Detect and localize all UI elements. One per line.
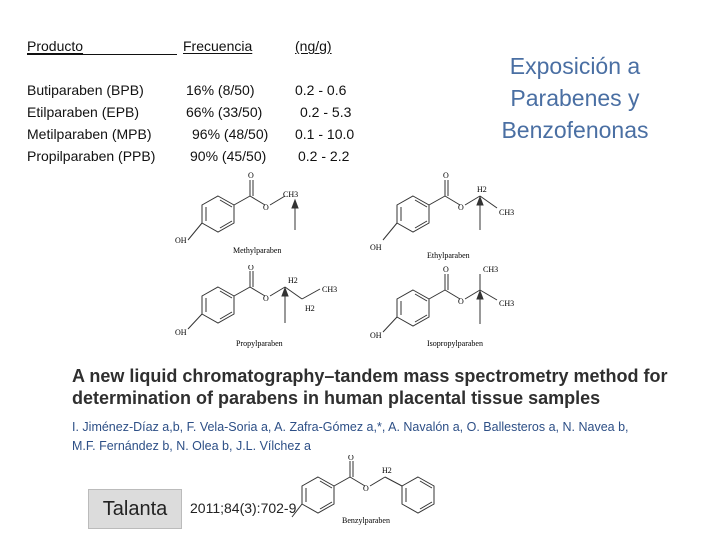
benzylparaben-structure	[270, 455, 470, 540]
methylparaben-structure	[170, 170, 340, 265]
slide-title-line: Benzofenonas	[501, 117, 649, 143]
label-h2: H2	[382, 466, 392, 475]
table-cell: 0.1 - 10.0	[295, 126, 355, 142]
table-header-range: (ng/g)	[295, 38, 332, 54]
label-ch3: CH3	[499, 299, 515, 308]
slide-title-line: Exposición a	[509, 53, 641, 79]
table-header-frecuencia: Frecuencia	[183, 38, 253, 54]
label-benzylparaben: Benzylparaben	[342, 516, 390, 525]
table-cell: 0.2 - 2.2	[298, 148, 350, 164]
label-o: O	[248, 265, 254, 272]
table-cell: Etilparaben (EPB)	[27, 104, 140, 120]
label-h2: H2	[305, 304, 315, 313]
label-propylparaben: Propylparaben	[236, 339, 283, 348]
table-cell: 96% (48/50)	[192, 126, 269, 142]
citation: 2011;84(3):702-9	[190, 500, 297, 516]
label-o: O	[443, 265, 449, 274]
label-isopropylparaben: Isopropylparaben	[427, 339, 483, 348]
label-ch3: CH3	[483, 265, 499, 274]
label-o: O	[458, 203, 464, 212]
ethylparaben-structure	[365, 170, 525, 265]
label-h2: H2	[477, 185, 487, 194]
label-ch3: CH3	[499, 208, 515, 217]
label-ch3: CH3	[283, 190, 299, 199]
slide-title	[470, 50, 680, 146]
label-o: O	[263, 294, 269, 303]
propylparaben-structure	[170, 265, 350, 355]
table-cell: Propilparaben (PPB)	[27, 148, 156, 164]
table-cell: 0.2 - 5.3	[300, 104, 352, 120]
label-oh: OH	[370, 331, 382, 340]
label-oh: OH	[175, 236, 187, 245]
header-underline	[27, 54, 177, 55]
table-cell: Metilparaben (MPB)	[27, 126, 152, 142]
label-methylparaben: Methylparaben	[233, 246, 282, 255]
table-cell: 66% (33/50)	[186, 104, 263, 120]
label-o: O	[363, 484, 369, 493]
label-ch3: CH3	[322, 285, 338, 294]
paper-authors	[72, 418, 692, 456]
label-ethylparaben: Ethylparaben	[427, 251, 470, 260]
table-header-producto: Producto	[27, 38, 84, 54]
slide-title-line: Parabenes y	[510, 85, 640, 111]
paper-title	[72, 365, 672, 409]
label-o: O	[458, 297, 464, 306]
table-cell: 0.2 - 0.6	[295, 82, 347, 98]
journal-logo	[88, 489, 182, 529]
paper-title-line: A new liquid chromatography–tandem mass spectrometry method for	[72, 366, 668, 386]
label-o: O	[443, 171, 449, 180]
label-o: O	[263, 203, 269, 212]
label-oh: OH	[370, 243, 382, 252]
authors-line: M.F. Fernández b, N. Olea b, J.L. Vílchez a	[72, 439, 311, 453]
label-h2: H2	[288, 276, 298, 285]
paper-title-line: determination of parabens in human placental tissue samples	[72, 388, 601, 408]
authors-line: I. Jiménez-Díaz a,b, F. Vela-Soria a, A. Zafra-Gómez a,*, A. Navalón a, O. Ballesteros a, N. Navea b,	[72, 420, 629, 434]
label-o: O	[248, 171, 254, 180]
label-oh: OH	[175, 328, 187, 337]
table-cell: 90% (45/50)	[190, 148, 267, 164]
journal-name: Talanta	[102, 497, 168, 520]
table-cell: Butiparaben (BPB)	[27, 82, 144, 98]
isopropylparaben-structure	[365, 262, 525, 352]
table-cell: 16% (8/50)	[186, 82, 255, 98]
label-o: O	[348, 455, 354, 462]
